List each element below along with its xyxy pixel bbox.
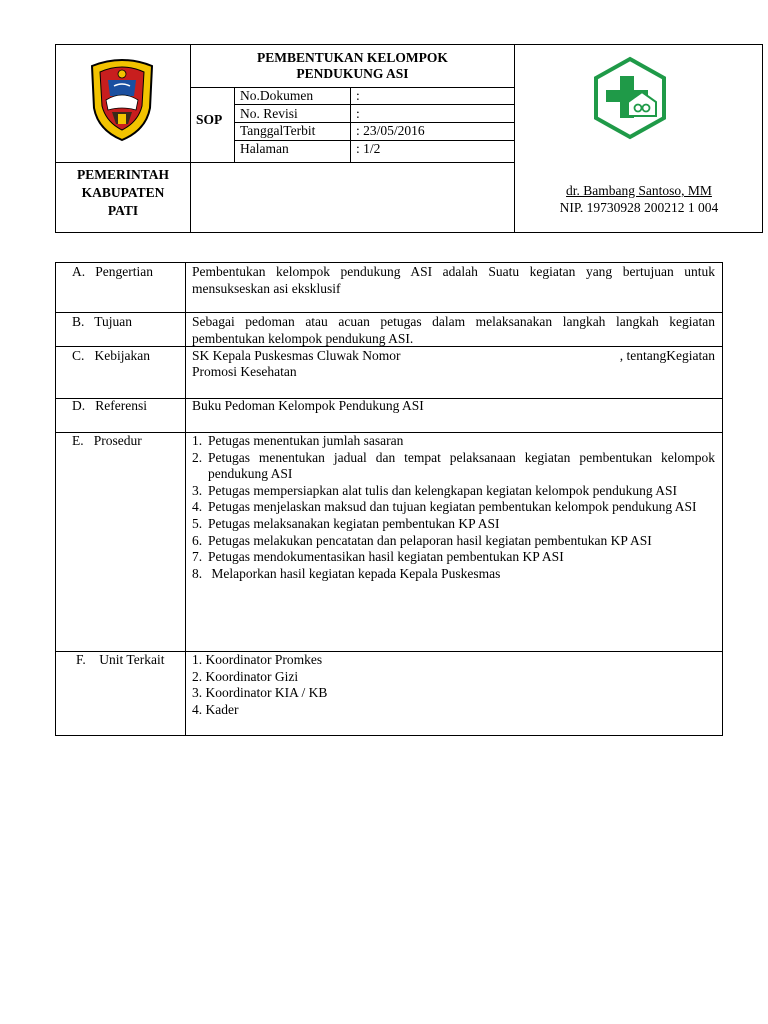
- unit-list: [192, 652, 327, 718]
- meta-label-tanggal-terbit: TanggalTerbit: [240, 123, 316, 138]
- list-item: 3. Petugas mempersiapkan alat tulis dan kelengkapan kegiatan kelompok pendukung ASI: [192, 482, 678, 498]
- section-d-text: Buku Pedoman Kelompok Pendukung ASI: [192, 398, 424, 413]
- list-item: 7. Petugas mendokumentasikan hasil kegiatan pembentukan KP ASI: [192, 549, 564, 565]
- list-item: 1. Koordinator Promkes: [192, 652, 323, 667]
- sop-label: SOP: [196, 112, 223, 127]
- document-title: [191, 50, 514, 82]
- list-item: 2. Petugas menentukan jadual dan tempat pelaksanaan kegiatan pembentukan kelompok pendukung ASI: [192, 449, 715, 482]
- header-divider-mid: [55, 162, 515, 163]
- meta-value-halaman: : 1/2: [356, 141, 381, 156]
- list-item: 2. Koordinator Gizi: [192, 668, 299, 684]
- section-c-text-left: SK Kepala Puskesmas Cluwak Nomor: [192, 348, 401, 363]
- government-line1: PEMERINTAH: [76, 167, 169, 182]
- meta-value-no-dokumen: :: [356, 88, 360, 103]
- meta-divider: [350, 87, 351, 162]
- list-item: 4. Kader: [192, 701, 239, 717]
- section-c-text-line2: Promosi Kesehatan: [192, 364, 297, 379]
- meta-label-halaman: Halaman: [240, 141, 289, 156]
- section-d-label: D. Referensi: [72, 398, 147, 413]
- government-line3: PATI: [107, 203, 139, 218]
- document-title-line2: PENDUKUNG ASI: [296, 66, 409, 81]
- signer-nip: NIP. 19730928 200212 1 004: [559, 200, 719, 215]
- meta-value-no-revisi: :: [356, 106, 360, 121]
- list-item: 8. Melaporkan hasil kegiatan kepada Kepala Puskesmas: [192, 565, 501, 581]
- title-divider: [190, 87, 515, 88]
- section-b-text: Sebagai pedoman atau acuan petugas dalam melaksanakan langkah langkah kegiatan pembentukan kelompok pendukung ASI.: [192, 314, 715, 346]
- meta-value-tanggal-terbit: : 23/05/2016: [356, 123, 425, 138]
- list-item: 3. Koordinator KIA / KB: [192, 685, 328, 701]
- section-e-label: E. Prosedur: [72, 433, 142, 448]
- puskesmas-logo-icon: [592, 56, 668, 140]
- section-b-label: B. Tujuan: [72, 314, 133, 329]
- pati-emblem-icon: [88, 56, 156, 142]
- section-a-label: A. Pengertian: [72, 264, 153, 279]
- signer-name: dr. Bambang Santoso, MM: [566, 183, 712, 198]
- row-line: [55, 312, 723, 313]
- section-f-label: F. Unit Terkait: [76, 652, 165, 667]
- section-a-text: Pembentukan kelompok pendukung ASI adalah Suatu kegiatan yang bertujuan untuk mensukseskan asi eksklusif: [192, 264, 715, 296]
- content-col-divider: [185, 262, 186, 736]
- meta-label-no-dokumen: No.Dokumen: [240, 88, 314, 103]
- list-item: 5. Petugas melaksanakan kegiatan pembentukan KP ASI: [192, 515, 500, 531]
- government-line2: KABUPATEN: [81, 185, 165, 200]
- government-label: [56, 166, 190, 220]
- meta-row-line: [234, 104, 515, 105]
- section-c-label: C. Kebijakan: [72, 348, 150, 363]
- document-title-line1: PEMBENTUKAN KELOMPOK: [257, 50, 448, 65]
- meta-label-no-revisi: No. Revisi: [240, 106, 298, 121]
- list-item: 1. Petugas menentukan jumlah sasaran: [192, 433, 404, 448]
- list-item: 4. Petugas menjelaskan maksud dan tujuan kegiatan pembentukan kelompok pendukung ASI: [192, 499, 697, 515]
- list-item: 6. Petugas melakukan pencatatan dan pelaporan hasil kegiatan pembentukan KP ASI: [192, 532, 652, 548]
- procedure-list: [192, 433, 715, 582]
- sop-divider: [234, 87, 235, 162]
- signer-block: [515, 182, 763, 216]
- section-c-text-right: , tentangKegiatan: [619, 348, 715, 363]
